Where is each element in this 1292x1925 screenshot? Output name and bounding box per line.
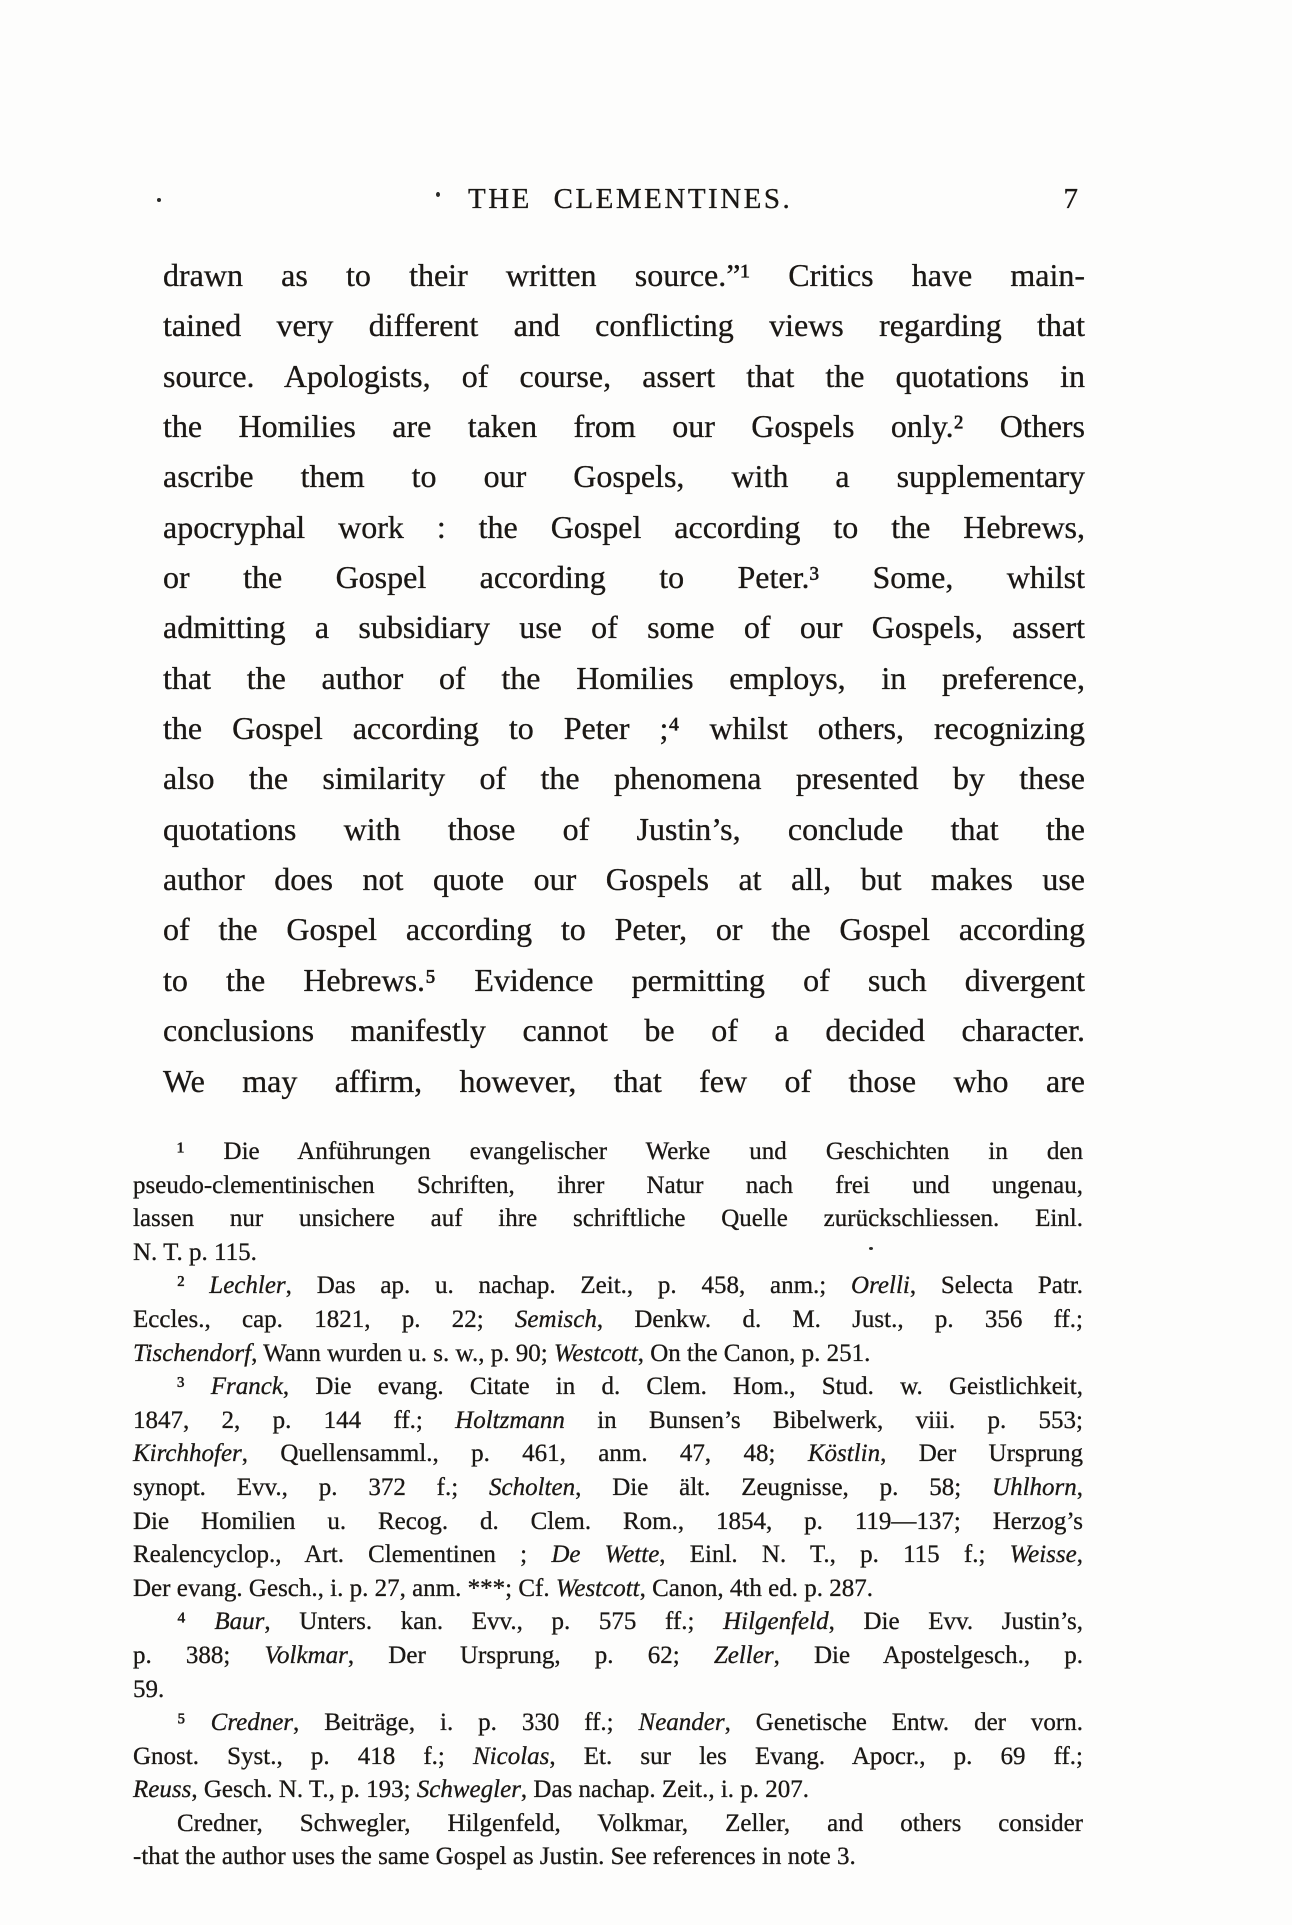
footnote-3 (133, 1370, 1083, 1605)
footnotes-section (133, 1135, 1083, 1874)
body-line: that the author of the Homilies employs, in preference, (163, 659, 1085, 696)
body-line: the Gospel according to Peter ;⁴ whilst others, recognizing (163, 710, 1085, 747)
footnote-line: Tischendorf, Wann wurden u. s. w., p. 90; Westcott, On the Canon, p. 251. (133, 1339, 871, 1367)
ink-speck (436, 192, 440, 197)
body-line: admitting a subsidiary use of some of our Gospels, assert (163, 609, 1085, 646)
body-line: also the similarity of the phenomena presented by these (163, 760, 1085, 797)
body-line: of the Gospel according to Peter, or the Gospel according (163, 911, 1085, 948)
running-header (0, 183, 1292, 223)
footnote-line: Kirchhofer, Quellensamml., p. 461, anm. 47, 48; Köstlin, Der Ursprung (133, 1440, 1083, 1468)
ink-speck (869, 1247, 873, 1250)
footnote-line: Credner, Schwegler, Hilgenfeld, Volkmar, Zeller, and others consider (177, 1809, 1083, 1837)
page-number: 7 (1063, 183, 1078, 215)
footnote-line: ³ Franck, Die evang. Citate in d. Clem. Hom., Stud. w. Geistlichkeit, (177, 1373, 1083, 1401)
footnote-line: Eccles., cap. 1821, p. 22; Semisch, Denkw. d. M. Just., p. 356 ff.; (133, 1305, 1084, 1333)
body-line: drawn as to their written source.”¹ Critics have main- (163, 257, 1085, 293)
body-line: to the Hebrews.⁵ Evidence permitting of such divergent (163, 961, 1085, 998)
body-line: conclusions manifestly cannot be of a decided character. (163, 1012, 1085, 1049)
footnote-line: Realencyclop., Art. Clementinen ; De Wette, Einl. N. T., p. 115 f.; Weisse, (133, 1541, 1083, 1569)
footnote-1 (133, 1135, 1083, 1269)
body-line: or the Gospel according to Peter.³ Some, whilst (163, 559, 1085, 596)
page-title: THE CLEMENTINES. (468, 183, 793, 215)
footnote-line: ¹ Die Anführungen evangelischer Werke und Geschichten in den (177, 1138, 1083, 1165)
footnote-line: Gnost. Syst., p. 418 f.; Nicolas, Et. sur les Evang. Apocr., p. 69 ff.; (133, 1742, 1083, 1770)
body-line: We may affirm, however, that few of those who are (163, 1062, 1085, 1099)
footnote-line: Die Homilien u. Recog. d. Clem. Rom., 1854, p. 119—137; Herzog’s (133, 1507, 1083, 1535)
body-line: the Homilies are taken from our Gospels only.² Others (163, 408, 1085, 445)
body-line: author does not quote our Gospels at all, but makes use (163, 861, 1085, 898)
body-line: apocryphal work : the Gospel according to the Hebrews, (163, 508, 1085, 545)
body-line: quotations with those of Justin’s, conclude that the (163, 810, 1085, 847)
footnote-line: Reuss, Gesch. N. T., p. 193; Schwegler, Das nachap. Zeit., i. p. 207. (133, 1776, 810, 1804)
footnote-5 (133, 1706, 1083, 1807)
footnote-line: N. T. p. 115. (133, 1238, 257, 1266)
footnote-line: ⁵ Credner, Beiträge, i. p. 330 ff.; Neander, Genetische Entw. der vorn. (177, 1709, 1083, 1737)
footnote-line: lassen nur unsichere auf ihre schriftliche Quelle zurückschliessen. Einl. (133, 1205, 1083, 1233)
footnote-continuation (133, 1807, 1083, 1874)
ink-speck (157, 198, 161, 202)
footnote-line: 1847, 2, p. 144 ff.; Holtzmann in Bunsen’s Bibelwerk, viii. p. 553; (133, 1406, 1083, 1434)
footnote-line: p. 388; Volkmar, Der Ursprung, p. 62; Zeller, Die Apostelgesch., p. (133, 1641, 1083, 1669)
footnote-line: pseudo-clementinischen Schriften, ihrer Natur nach frei und ungenau, (133, 1171, 1083, 1199)
body-text (163, 250, 1085, 1106)
body-line: tained very different and conflicting views regarding that (163, 307, 1085, 344)
footnote-4 (133, 1605, 1083, 1706)
body-line: source. Apologists, of course, assert that the quotations in (163, 357, 1085, 394)
footnote-line: Der evang. Gesch., i. p. 27, anm. ***; Cf. Westcott, Canon, 4th ed. p. 287. (133, 1574, 873, 1602)
body-line: ascribe them to our Gospels, with a supplementary (163, 458, 1085, 495)
footnote-line: ⁴ Baur, Unters. kan. Evv., p. 575 ff.; Hilgenfeld, Die Evv. Justin’s, (177, 1608, 1083, 1636)
footnote-line: 59. (133, 1675, 165, 1703)
footnote-2 (133, 1269, 1083, 1370)
footnote-line: synopt. Evv., p. 372 f.; Scholten, Die ält. Zeugnisse, p. 58; Uhlhorn, (133, 1473, 1083, 1501)
footnote-line: ² Lechler, Das ap. u. nachap. Zeit., p. 458, anm.; Orelli, Selecta Patr. (177, 1272, 1083, 1300)
footnote-line: -that the author uses the same Gospel as Justin. See references in note 3. (133, 1843, 856, 1871)
